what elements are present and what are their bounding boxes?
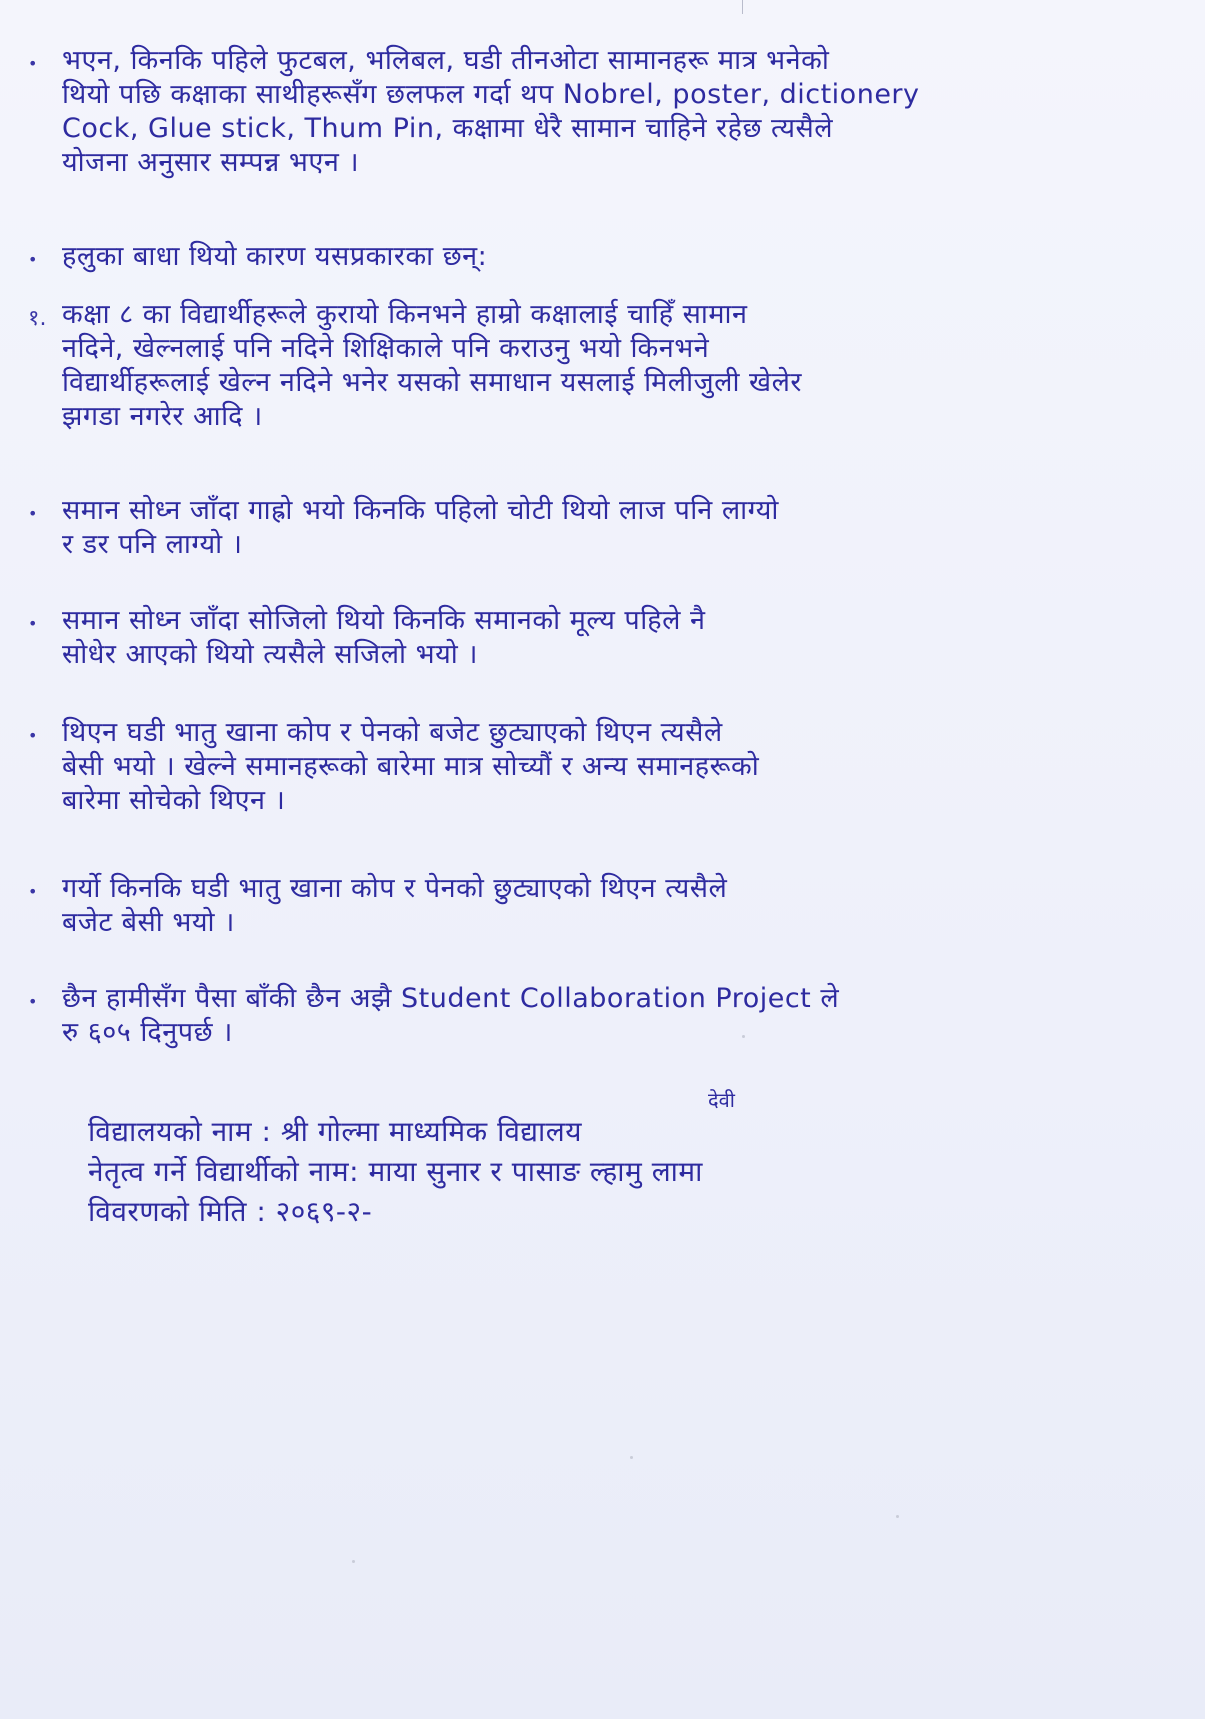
list-item	[28, 716, 1192, 818]
text-line: विद्यार्थीहरूलाई खेल्न नदिने भनेर यसको समाधान यसलाई मिलीजुली खेलेर	[62, 367, 802, 398]
text-line: थिएन घडी भातु खाना कोप र पेनको बजेट छुट्याएको थिएन त्यसैले	[62, 717, 723, 748]
bullet-icon: •	[28, 882, 38, 901]
text-line: समान सोध्न जाँदा गाह्रो भयो किनकि पहिलो चोटी थियो लाज पनि लाग्यो	[62, 495, 779, 526]
list-item	[28, 872, 1192, 940]
text-line: बारेमा सोचेको थिएन ।	[62, 785, 286, 816]
paper-fold-mark	[742, 0, 743, 14]
text-line: छैन हामीसँग पैसा बाँकी छैन अझै Student Collaboration Project ले	[62, 983, 840, 1014]
bullet-icon: •	[28, 250, 38, 269]
bullet-icon: •	[28, 504, 38, 523]
inserted-word: देवी	[708, 1088, 735, 1112]
list-item	[28, 240, 1192, 274]
number-marker: १.	[28, 306, 47, 331]
bullet-icon: •	[28, 992, 38, 1011]
text-line: गर्यो किनकि घडी भातु खाना कोप र पेनको छुट्याएको थिएन त्यसैले	[62, 873, 728, 904]
text-line: योजना अनुसार सम्पन्न भएन ।	[62, 147, 360, 178]
report-date-line: विवरणको मिति : २०६९-२-	[88, 1195, 373, 1228]
bullet-icon: •	[28, 614, 38, 633]
list-item	[28, 604, 1192, 672]
text-line: झगडा नगरेर आदि ।	[62, 401, 263, 432]
text-line: कक्षा ८ का विद्यार्थीहरूले कुरायो किनभने हाम्रो कक्षालाई चाहिँ सामान	[62, 299, 748, 330]
speck	[630, 1456, 633, 1459]
text-line: नदिने, खेल्नलाई पनि नदिने शिक्षिकाले पनि कराउनु भयो किनभने	[62, 333, 710, 364]
speck	[896, 1515, 899, 1518]
school-name-line: विद्यालयको नाम : श्री गोल्मा माध्यमिक विद्यालय	[88, 1115, 583, 1148]
text-line: समान सोध्न जाँदा सोजिलो थियो किनकि समानको मूल्य पहिले नै	[62, 605, 706, 636]
list-item	[28, 298, 1192, 434]
school-details	[88, 1088, 1188, 1232]
text-line: हलुका बाधा थियो कारण यसप्रकारका छन्:	[62, 241, 488, 272]
bullet-icon: •	[28, 726, 38, 745]
speck	[742, 1035, 745, 1038]
list-item	[28, 44, 1192, 180]
text-line: रु ६०५ दिनुपर्छ ।	[62, 1017, 233, 1048]
list-item	[28, 982, 1192, 1050]
text-line: र डर पनि लाग्यो ।	[62, 529, 243, 560]
speck	[352, 1560, 355, 1563]
text-line: बेसी भयो । खेल्ने समानहरूको बारेमा मात्र सोच्यौं र अन्य समानहरूको	[62, 751, 760, 782]
list-item	[28, 494, 1192, 562]
bullet-icon: •	[28, 54, 38, 73]
text-line: Cock, Glue stick, Thum Pin, कक्षामा धेरै सामान चाहिने रहेछ त्यसैले	[62, 113, 834, 144]
text-line: थियो पछि कक्षाका साथीहरूसँग छलफल गर्दा थप Nobrel, poster, dictionery	[62, 79, 920, 110]
text-line: सोधेर आएको थियो त्यसैले सजिलो भयो ।	[62, 639, 479, 670]
leader-names-line: नेतृत्व गर्ने विद्यार्थीको नाम: माया सुनार र पासाङ ल्हामु लामा	[88, 1155, 703, 1188]
text-line: भएन, किनकि पहिले फुटबल, भलिबल, घडी तीनओटा सामानहरू मात्र भनेको	[62, 45, 830, 76]
text-line: बजेट बेसी भयो ।	[62, 907, 235, 938]
